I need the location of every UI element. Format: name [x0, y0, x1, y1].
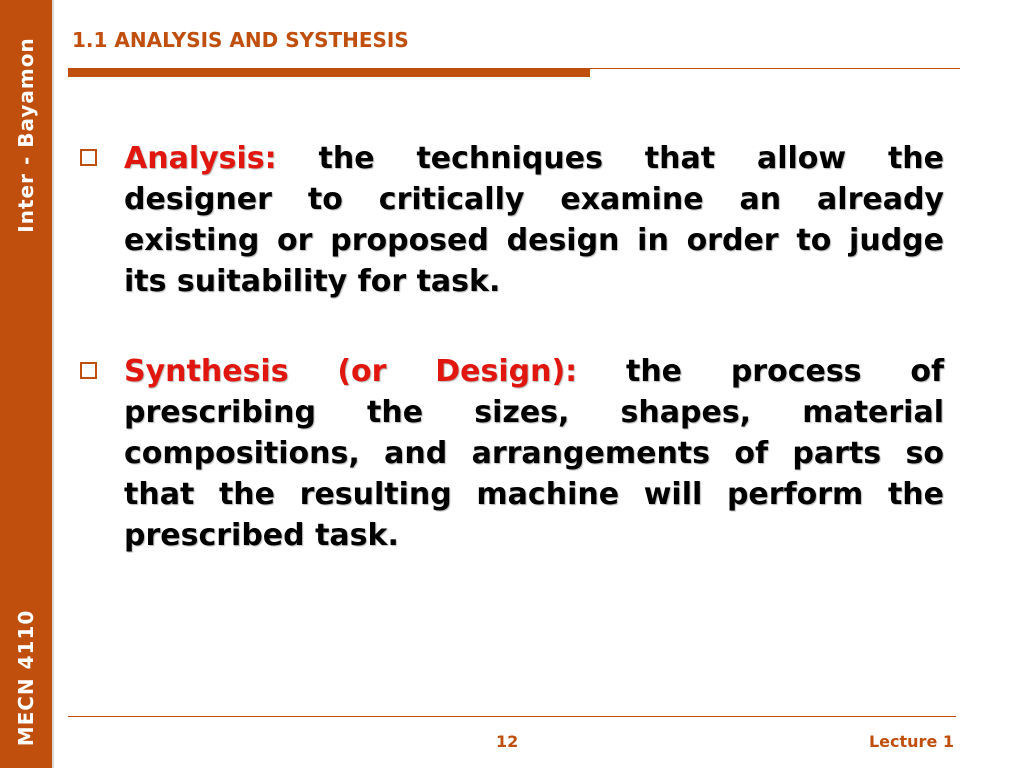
footer-rule	[68, 716, 956, 717]
sidebar-top-label-wrap	[0, 37, 52, 233]
sidebar-top-label: Inter - Bayamon	[14, 37, 38, 233]
slide-title: 1.1 ANALYSIS AND SYSTHESIS	[72, 28, 409, 52]
title-underline-thick	[68, 68, 590, 77]
bullet-synthesis	[78, 351, 944, 556]
lecture-label: Lecture 1	[868, 732, 954, 751]
square-bullet-icon	[80, 362, 97, 379]
sidebar-bottom-label-wrap	[0, 609, 52, 747]
title-underline-thin	[590, 68, 960, 69]
slide-content	[78, 138, 944, 605]
bullet-text: the process of prescribing the sizes, shapes, material compositions, and arrangements of parts so that the resulting machine will perform the prescribed task.	[124, 354, 944, 553]
bullet-term: Analysis:	[124, 141, 277, 176]
sidebar-bottom-label: MECN 4110	[14, 609, 38, 747]
sidebar	[0, 0, 54, 768]
bullet-text: the techniques that allow the designer to critically examine an already existing or proposed design in order to judge its suitability for task.	[124, 141, 944, 299]
bullet-analysis	[78, 138, 944, 302]
page-number: 12	[496, 732, 519, 751]
square-bullet-icon	[80, 149, 97, 166]
bullet-term: Synthesis (or Design):	[124, 354, 578, 389]
